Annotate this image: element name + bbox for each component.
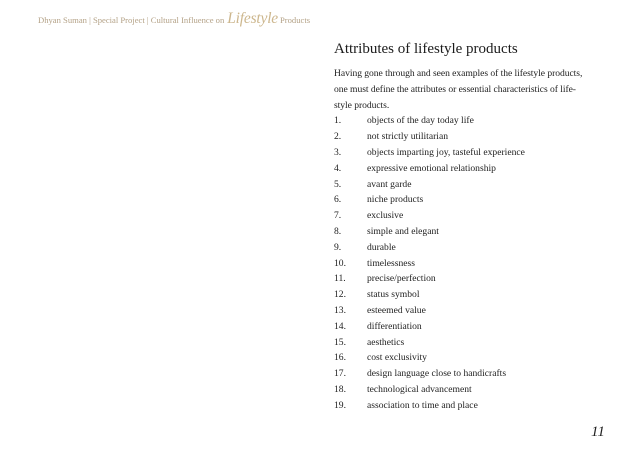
item-text: niche products bbox=[367, 194, 424, 206]
item-number: 5. bbox=[334, 178, 342, 190]
list-item bbox=[334, 287, 624, 303]
item-text: cost exclusivity bbox=[367, 352, 427, 364]
item-text: differentiation bbox=[367, 320, 422, 332]
item-number: 10. bbox=[334, 257, 346, 269]
item-number: 9. bbox=[334, 241, 342, 253]
item-text: simple and elegant bbox=[367, 225, 439, 237]
item-text: status symbol bbox=[367, 289, 420, 301]
item-number: 13. bbox=[334, 304, 346, 316]
item-text: aesthetics bbox=[367, 336, 405, 348]
intro-line: Having gone through and seen examples of the lifestyle products, bbox=[334, 68, 583, 79]
item-text: objects of the day today life bbox=[367, 115, 474, 127]
list-item bbox=[334, 382, 624, 398]
item-text: durable bbox=[367, 241, 396, 253]
item-text: esteemed value bbox=[367, 304, 426, 316]
item-text: exclusive bbox=[367, 210, 404, 222]
item-number: 6. bbox=[334, 194, 342, 206]
list-item bbox=[334, 192, 624, 208]
list-item bbox=[334, 129, 624, 145]
item-number: 12. bbox=[334, 289, 346, 301]
intro-line: one must define the attributes or essential characteristics of life- bbox=[334, 83, 576, 95]
item-text: timelessness bbox=[367, 257, 415, 269]
header-prefix: Dhyan Suman | Special Project | Cultural Influence on bbox=[38, 15, 225, 25]
list-item bbox=[334, 145, 624, 161]
item-number: 16. bbox=[334, 352, 346, 364]
item-text: expressive emotional relationship bbox=[367, 162, 496, 174]
attributes-list bbox=[334, 113, 624, 413]
header-suffix: Products bbox=[279, 15, 311, 25]
item-number: 8. bbox=[334, 225, 342, 237]
item-text: not strictly utilitarian bbox=[367, 131, 448, 143]
running-header bbox=[38, 10, 310, 30]
list-item bbox=[334, 161, 624, 177]
header-script-word: Lifestyle bbox=[227, 10, 278, 27]
item-text: avant garde bbox=[367, 178, 412, 190]
list-item bbox=[334, 366, 624, 382]
item-number: 11. bbox=[334, 273, 346, 285]
list-item bbox=[334, 208, 624, 224]
list-item bbox=[334, 177, 624, 193]
intro-paragraph bbox=[334, 66, 624, 113]
item-number: 1. bbox=[334, 115, 342, 127]
intro-line: style products. bbox=[334, 99, 390, 111]
item-number: 7. bbox=[334, 210, 342, 222]
list-item bbox=[334, 256, 624, 272]
list-item bbox=[334, 240, 624, 256]
list-item bbox=[334, 113, 624, 129]
list-item bbox=[334, 271, 624, 287]
item-number: 2. bbox=[334, 131, 342, 143]
item-text: objects imparting joy, tasteful experience bbox=[367, 146, 525, 158]
list-item bbox=[334, 303, 624, 319]
list-item bbox=[334, 350, 624, 366]
list-item bbox=[334, 398, 624, 414]
main-content bbox=[334, 38, 624, 414]
item-text: precise/perfection bbox=[367, 273, 436, 285]
list-item bbox=[334, 224, 624, 240]
list-item bbox=[334, 319, 624, 335]
page-title: Attributes of lifestyle products bbox=[334, 41, 518, 57]
page-number: 11 bbox=[591, 424, 605, 440]
item-number: 15. bbox=[334, 336, 346, 348]
list-item bbox=[334, 335, 624, 351]
item-text: association to time and place bbox=[367, 399, 478, 411]
item-text: technological advancement bbox=[367, 383, 472, 395]
item-number: 14. bbox=[334, 320, 346, 332]
item-number: 17. bbox=[334, 368, 346, 380]
item-number: 18. bbox=[334, 383, 346, 395]
item-number: 19. bbox=[334, 399, 346, 411]
item-number: 3. bbox=[334, 146, 342, 158]
item-number: 4. bbox=[334, 162, 342, 174]
item-text: design language close to handicrafts bbox=[367, 368, 507, 380]
